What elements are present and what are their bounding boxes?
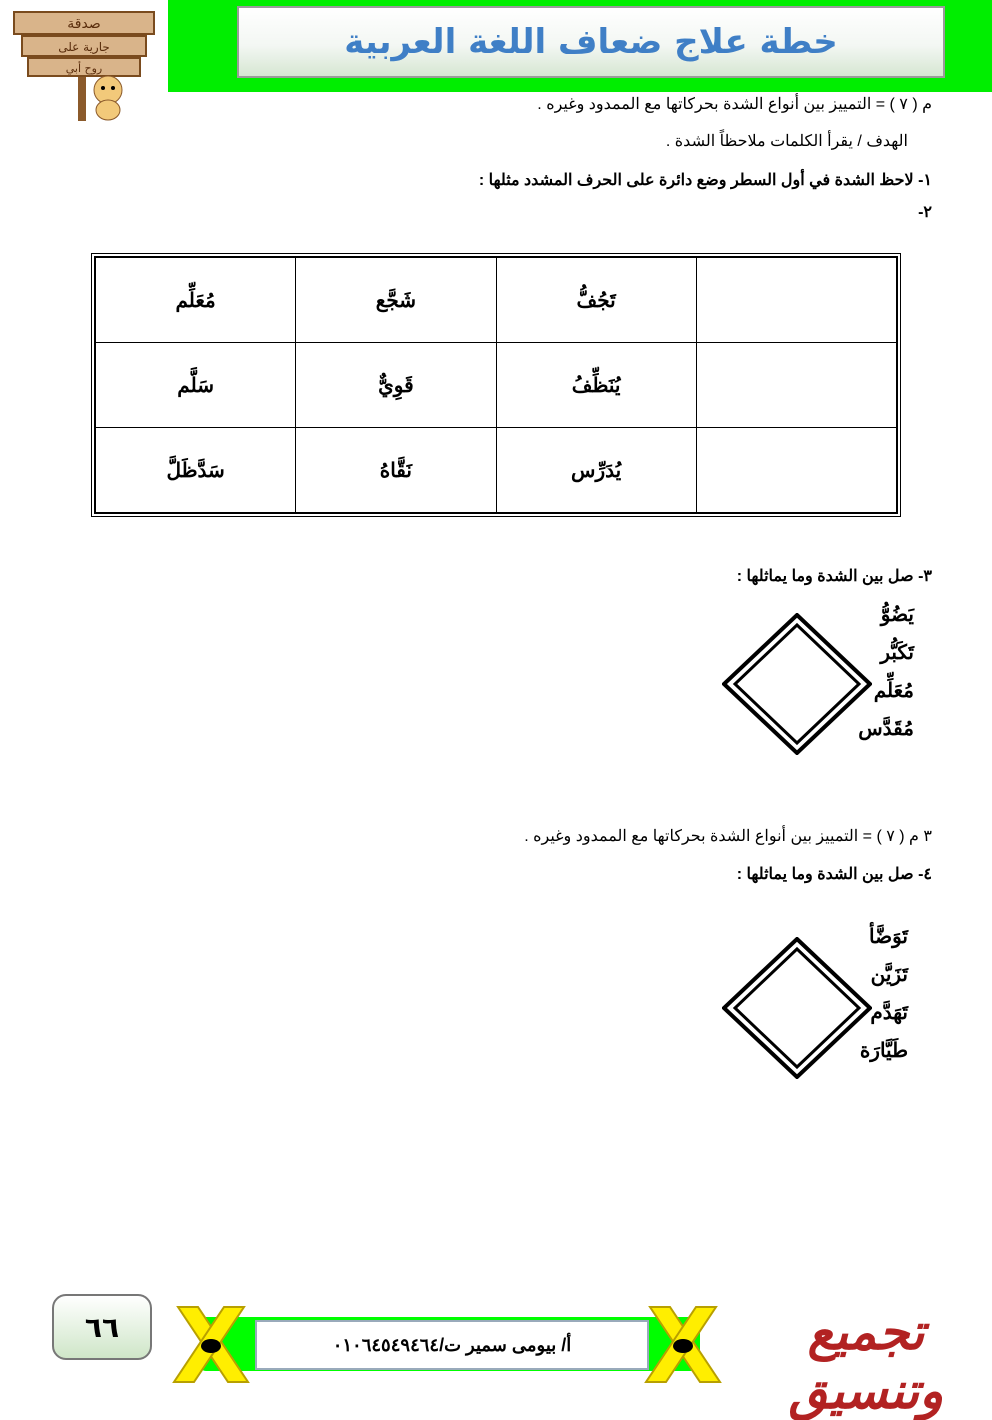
question-3: ٣- صل بين الشدة وما يماثلها : (736, 568, 932, 585)
question-1: ١- لاحظ الشدة في أول السطر وضع دائرة على الحرف المشدد مثلها : (478, 172, 932, 189)
table-cell: نَقَّاهُ (296, 428, 496, 513)
logo-text-3: روح أبي (65, 62, 103, 75)
scroll-left-icon (168, 1302, 254, 1388)
list-item: تَهَدَّم (870, 1002, 908, 1024)
list-item: مُعَلِّم (873, 680, 914, 702)
table-cell: يُنَظِّفُ (496, 343, 696, 428)
table-cell: سَدَّظَلَّ (96, 428, 296, 513)
page-number: ٦٦ (84, 1310, 120, 1344)
table-cell: تَجُفُّ (496, 258, 696, 343)
title-banner (237, 6, 945, 78)
table-cell (696, 343, 896, 428)
table-cell: شَجَّع (296, 258, 496, 343)
list-item: تَوَضَّأ (869, 926, 908, 948)
objective-reference: م ( ٧ ) = التمييز بين أنواع الشدة بحركاتها مع الممدود وغيره . (537, 96, 932, 113)
goal-line: الهدف / يقرأ الكلمات ملاحظاً الشدة . (665, 133, 908, 150)
page-title: خطة علاج ضعاف اللغة العربية (344, 22, 838, 62)
list-item: يَضُوُّ (880, 604, 914, 626)
table-row (96, 258, 897, 343)
list-item: طَيَّارَة (859, 1040, 908, 1062)
question-4: ٤- صل بين الشدة وما يماثلها : (736, 866, 932, 883)
table-cell: مُعَلِّم (96, 258, 296, 343)
compiled-by-signature: تجميع وتنسيق (788, 1302, 944, 1420)
question-2: ٢- (918, 204, 932, 221)
table-row (96, 428, 897, 513)
table-cell (696, 428, 896, 513)
table-cell: سَلَّم (96, 343, 296, 428)
list-item: تَكَبُّر (880, 642, 914, 664)
logo-text-2: جارية على (58, 40, 110, 54)
table-cell: يُدَرِّس (496, 428, 696, 513)
author-box (255, 1320, 649, 1370)
diamond-shape (722, 613, 872, 755)
words-table (91, 253, 901, 517)
table-cell (696, 258, 896, 343)
table-row (96, 343, 897, 428)
page-number-badge (52, 1294, 152, 1360)
author-credit: أ/ بيومى سمير ت/٠١٠٦٤٥٤٩٤٦٤ (332, 1334, 572, 1355)
list-item: تَزَيَّن (870, 964, 908, 986)
logo-text-1: صدقة (67, 16, 101, 32)
objective-reference-2: ٣ م ( ٧ ) = التمييز بين أنواع الشدة بحركاتها مع الممدود وغيره . (524, 828, 932, 845)
table-cell: قَوِيٌّ (296, 343, 496, 428)
scroll-right-icon (640, 1302, 726, 1388)
charity-sign-logo (8, 6, 160, 124)
list-item: مُقَدَّس (858, 718, 914, 740)
diamond-shape (722, 937, 872, 1079)
